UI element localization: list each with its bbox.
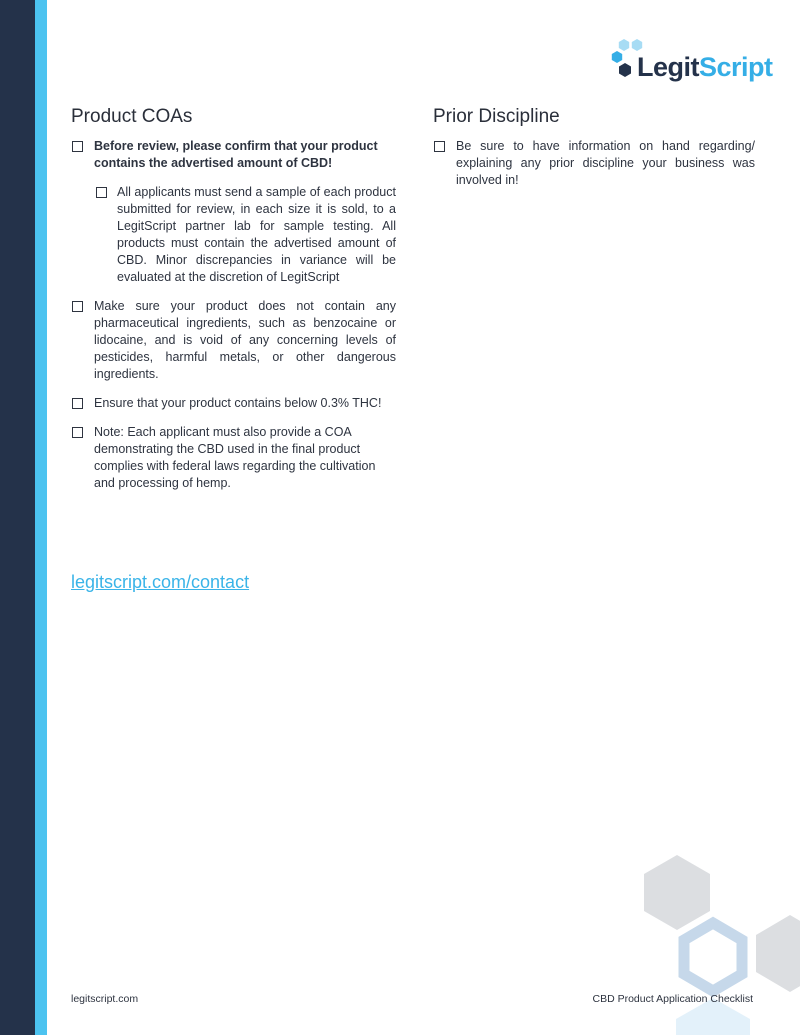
contact-link[interactable]: legitscript.com/contact [71,572,250,592]
checklist-item-text: Before review, please confirm that your product contains the advertised amount of CBD! [94,139,378,170]
hexagon-grey-top [644,855,710,930]
prior-discipline-heading: Prior Discipline [433,106,560,127]
checklist-item-text: Make sure your product does not contain any pharmaceutical ingredients, such as benzocaine or lidocaine, and is void of any concerning levels of pesticides, harmful metals, or other dangerous ingredients. [94,299,396,381]
checklist-item-text: Ensure that your product contains below 0.3% THC! [94,396,382,410]
product-coas-heading: Product COAs [71,106,193,127]
checklist-item-text: Note: Each applicant must also provide a COA demonstrating the CBD used in the final product complies with federal laws regarding the cultivation and processing of hemp. [94,425,376,490]
checklist-item-text: All applicants must send a sample of each product submitted for review, in each size it is sold, to a LegitScript partner lab for sample testing. All products must contain the advertised amount of CBD. Minor discrepancies in variance will be evaluated at the discretion of LegitScript [117,185,396,284]
logo-legit-text: Legit [637,52,699,82]
checklist-item-text: Be sure to have information on hand regarding/ explaining any prior discipline your business was involved in! [456,139,755,187]
hexagon-grey-right [756,915,800,992]
hexagon-blue-outline [684,923,742,991]
logo-script-text: Script [699,52,773,82]
footer-document-title: CBD Product Application Checklist [592,993,753,1005]
footer-website: legitscript.com [71,993,139,1005]
